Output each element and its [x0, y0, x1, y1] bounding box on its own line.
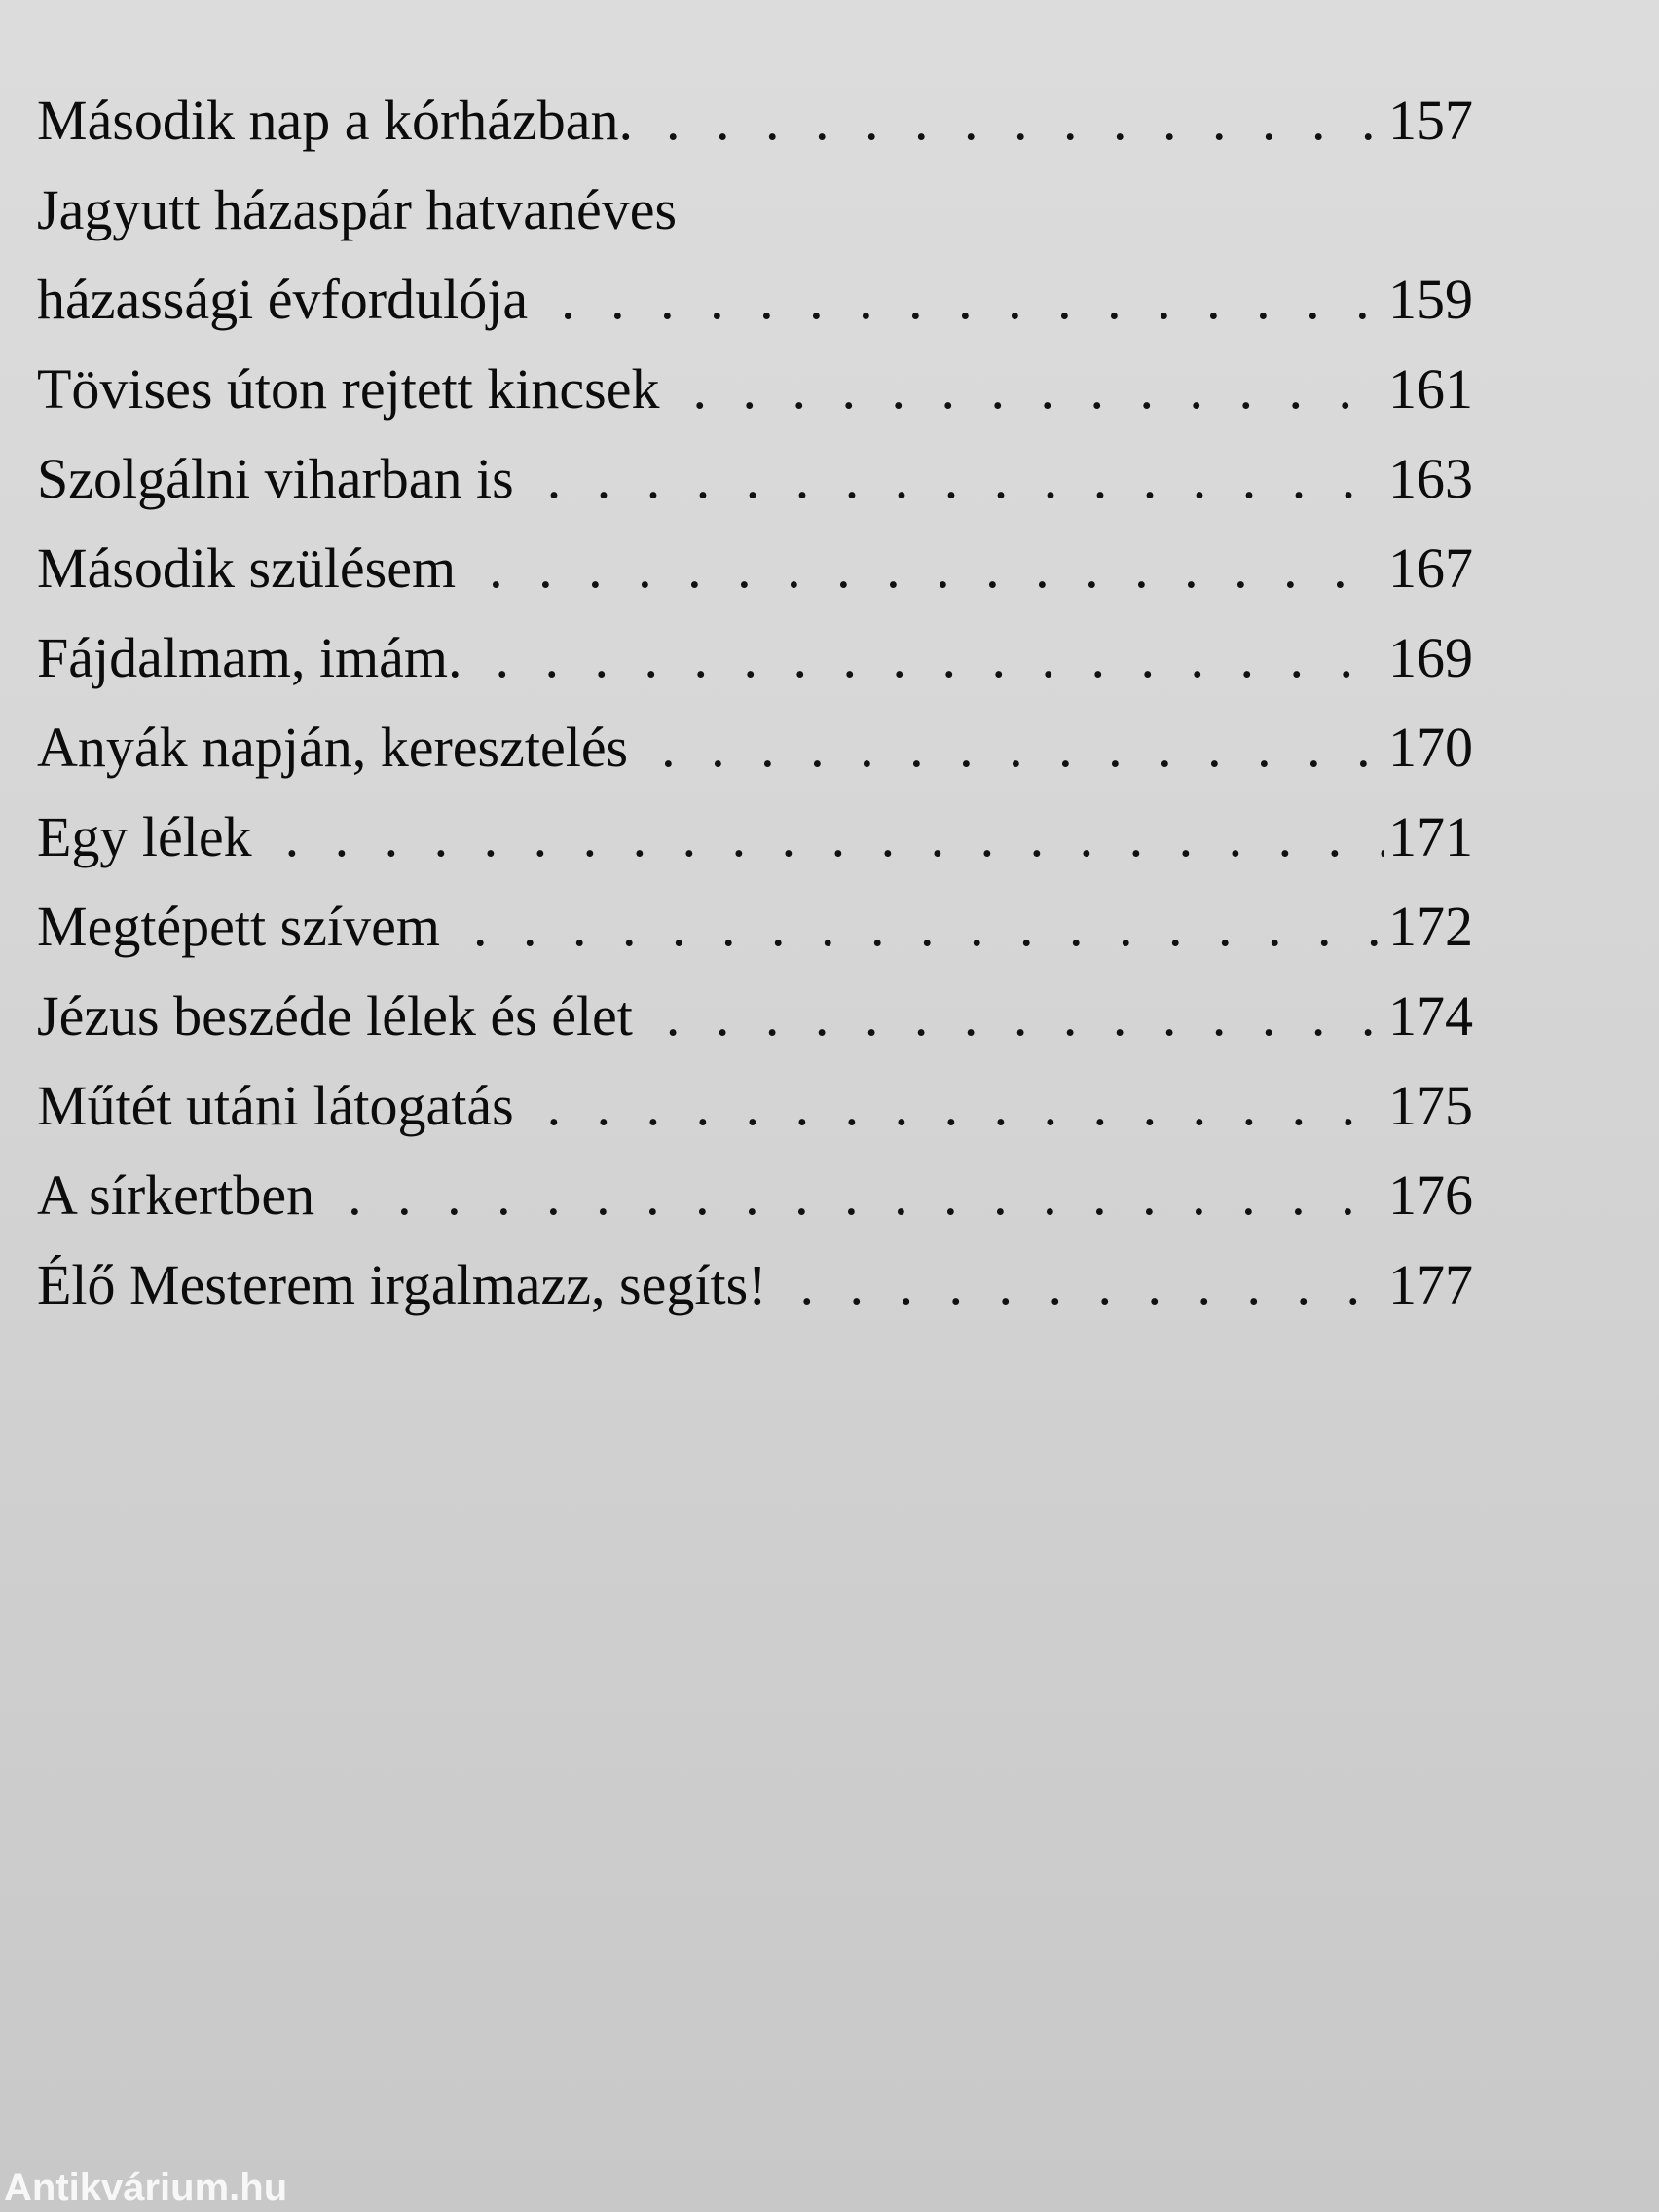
- toc-line: [37, 972, 1473, 1061]
- toc-page-number: 157: [1388, 89, 1473, 152]
- toc-line: [37, 76, 1473, 166]
- dot-leader: [799, 1240, 1384, 1330]
- toc-entry: [37, 882, 1473, 972]
- dot-leader: [489, 524, 1384, 613]
- toc-page-number: 176: [1388, 1163, 1473, 1227]
- dot-leader: [547, 1061, 1384, 1151]
- dot-leader: [561, 255, 1384, 345]
- toc-entry: [37, 1240, 1473, 1330]
- toc-line: [37, 255, 1473, 345]
- toc-entry: [37, 345, 1473, 434]
- toc-entry-title: Második szülésem: [37, 536, 457, 600]
- toc-entry-title: Jagyutt házaspár hatvanéves: [37, 178, 678, 241]
- toc-page-number: 163: [1388, 447, 1473, 510]
- dot-leader: [661, 703, 1384, 793]
- toc-entry-title: Egy lélek: [37, 805, 252, 868]
- toc-entry-title: Élő Mesterem irgalmazz, segíts!: [37, 1253, 767, 1316]
- toc-entry-title: Második nap a kórházban.: [37, 89, 634, 152]
- dot-leader: [666, 972, 1384, 1061]
- toc-line: [37, 882, 1473, 972]
- toc-page-number: 171: [1388, 805, 1473, 868]
- toc-entry: [37, 703, 1473, 793]
- toc-entry: [37, 1151, 1473, 1240]
- toc-line: [37, 793, 1473, 882]
- dot-leader: [692, 345, 1384, 434]
- toc-entry-title: Megtépett szívem: [37, 895, 440, 958]
- toc-page-number: 159: [1388, 268, 1473, 331]
- toc-page-number: 177: [1388, 1253, 1473, 1316]
- toc-entry: [37, 613, 1473, 703]
- toc-entry-title: Anyák napján, keresztelés: [37, 716, 629, 779]
- table-of-contents: [37, 76, 1473, 1330]
- toc-line: [37, 1061, 1473, 1151]
- dot-leader: [547, 434, 1384, 524]
- toc-entry-title: A sírkertben: [37, 1163, 315, 1227]
- toc-entry: [37, 524, 1473, 613]
- toc-line: [37, 345, 1473, 434]
- toc-line: [37, 613, 1473, 703]
- toc-entry: [37, 434, 1473, 524]
- toc-line: [37, 1151, 1473, 1240]
- toc-page-number: 170: [1388, 716, 1473, 779]
- toc-entry-title: Tövises úton rejtett kincsek: [37, 357, 660, 421]
- dot-leader: [496, 613, 1384, 703]
- toc-line: [37, 703, 1473, 793]
- dot-leader: [348, 1151, 1384, 1240]
- dot-leader: [473, 882, 1384, 972]
- toc-page-number: 172: [1388, 895, 1473, 958]
- dot-leader: [666, 76, 1384, 166]
- toc-page-number: 161: [1388, 357, 1473, 421]
- watermark: Antikvárium.hu: [4, 2166, 288, 2209]
- toc-page-number: 169: [1388, 626, 1473, 689]
- toc-line: [37, 434, 1473, 524]
- toc-entry: [37, 1061, 1473, 1151]
- dot-leader: [285, 793, 1384, 882]
- toc-page-number: 174: [1388, 984, 1473, 1048]
- toc-line: [37, 524, 1473, 613]
- toc-entry-title: Szolgálni viharban is: [37, 447, 514, 510]
- toc-entry: [37, 972, 1473, 1061]
- toc-page-number: 175: [1388, 1074, 1473, 1137]
- toc-entry-title: Fájdalmam, imám.: [37, 626, 462, 689]
- toc-entry: [37, 793, 1473, 882]
- toc-entry: [37, 76, 1473, 166]
- toc-entry: [37, 166, 1473, 345]
- toc-entry-title: Jézus beszéde lélek és élet: [37, 984, 633, 1048]
- toc-entry-title-continued: házassági évfordulója: [37, 268, 529, 331]
- toc-page-number: 167: [1388, 536, 1473, 600]
- toc-entry-title: Műtét utáni látogatás: [37, 1074, 514, 1137]
- toc-line: [37, 166, 1473, 255]
- toc-line: [37, 1240, 1473, 1330]
